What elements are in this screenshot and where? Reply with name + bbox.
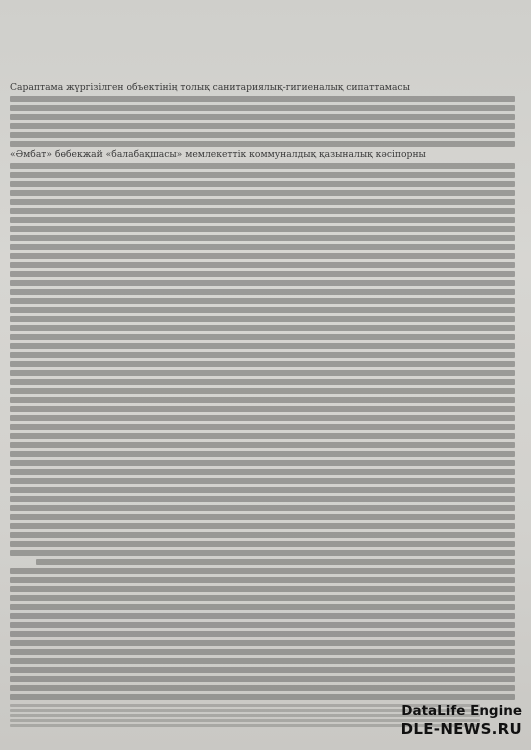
opening-sentence: Сараптама жүргізілген объектінің толық санитариялық-гигиеналық сипаттамасы bbox=[10, 82, 410, 93]
paragraph-1-start: «Әмбат» бөбекжай «балабақшасы» мемлекеттік коммуналдық қазыналық кәсіпорны bbox=[10, 149, 426, 161]
watermark-site: DLE-NEWS.RU bbox=[400, 720, 522, 738]
watermark-engine-name: DataLife Engine bbox=[401, 703, 522, 719]
document-body bbox=[10, 82, 515, 702]
watermark bbox=[401, 703, 522, 738]
